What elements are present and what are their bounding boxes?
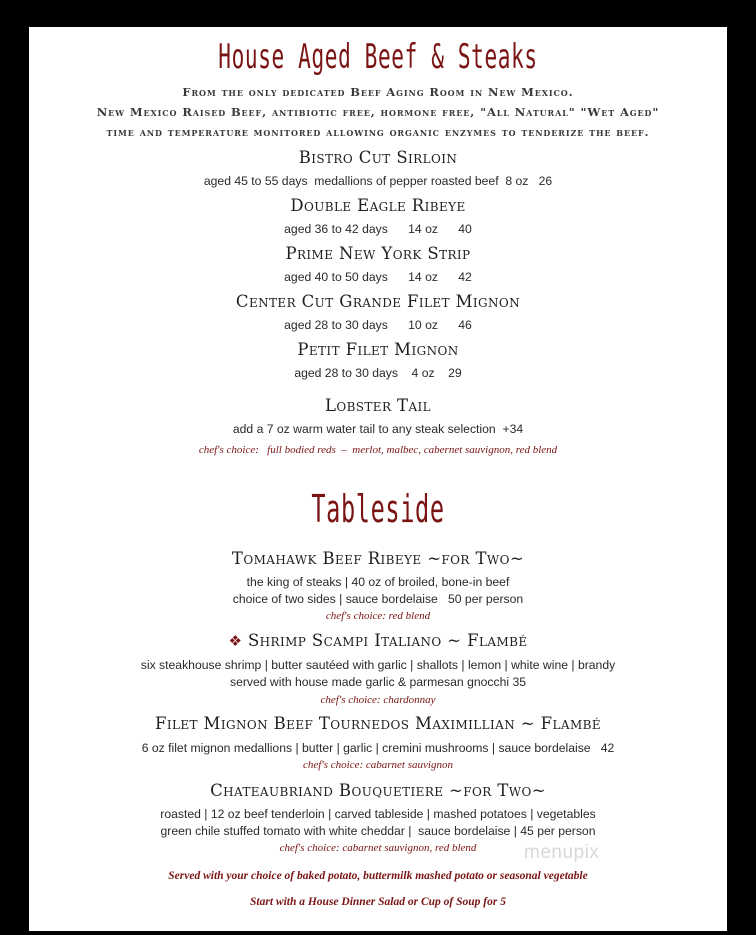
chefs-choice: chef's choice: cabarnet sauvignon, red blend [279,842,477,854]
chefs-choice: chef's choice: full bodied reds – merlot, malbec, cabernet sauvignon, red blend [198,444,558,456]
item-title: Prime New York Strip [285,244,471,263]
watermark: menupix [524,842,600,863]
item-title: Double Eagle Ribeye [290,196,466,215]
item-description: aged 36 to 42 days 14 oz 40 [284,222,472,236]
intro-line-1: From the only dedicated Beef Aging Room in New Mexico. [182,85,574,99]
item-description: add a 7 oz warm water tail to any steak selection +34 [232,422,524,436]
item-description: aged 45 to 55 days medallions of pepper roasted beef 8 oz 26 [203,174,553,188]
item-title: Center Cut Grande Filet Mignon [235,292,521,311]
item-description: served with house made garlic & parmesan gnocchi 35 [229,675,527,689]
item-title: Filet Mignon Beef Tournedos Maximillian ~ Flambé [154,714,602,733]
item-description: roasted | 12 oz beef tenderloin | carved tableside | mashed potatoes | vegetables [160,807,596,821]
menu-page [29,27,727,931]
item-description: aged 28 to 30 days 10 oz 46 [284,318,472,332]
item-description: choice of two sides | sauce bordelaise 50 per person [232,592,524,606]
sides-note: Served with your choice of baked potato, buttermilk mashed potato or seasonal vegetable [168,870,588,882]
chefs-choice: chef's choice: cabarnet sauvignon [303,759,453,771]
item-description: the king of steaks | 40 oz of broiled, bone-in beef [246,575,510,589]
item-description: green chile stuffed tomato with white cheddar | sauce bordelaise | 45 per person [160,824,596,838]
item-description: aged 40 to 50 days 14 oz 42 [284,270,472,284]
diamond-ornament-icon: ❖ [228,632,243,650]
item-description: aged 28 to 30 days 4 oz 29 [294,366,462,380]
intro-line-3: time and temperature monitored allowing organic enzymes to tenderize the beef. [106,125,650,139]
chefs-choice: chef's choice: chardonnay [320,694,436,706]
item-title: Tomahawk Beef Ribeye ~for Two~ [231,549,525,568]
intro-line-2: New Mexico Raised Beef, antibiotic free, hormone free, "All Natural" "Wet Aged" [96,105,660,119]
salad-note: Start with a House Dinner Salad or Cup of Soup for 5 [250,896,506,908]
item-title: Lobster Tail [324,396,432,415]
item-description: 6 oz filet mignon medallions | butter | garlic | cremini mushrooms | sauce bordelaise 42 [141,741,615,755]
item-title: Chateaubriand Bouquetiere ~for Two~ [210,781,546,800]
item-title: Shrimp Scampi Italiano ~ Flambé [247,631,528,650]
item-title: Petit Filet Mignon [297,340,459,359]
item-description: six steakhouse shrimp | butter sautéed with garlic | shallots | lemon | white wine | brandy [140,658,616,672]
item-title: Bistro Cut Sirloin [298,148,458,167]
item-title-row [29,631,727,650]
chefs-choice: chef's choice: red blend [325,610,431,622]
section-heading-beef: House Aged Beef & Steaks [218,37,538,77]
section-heading-tableside: Tableside [311,487,445,531]
